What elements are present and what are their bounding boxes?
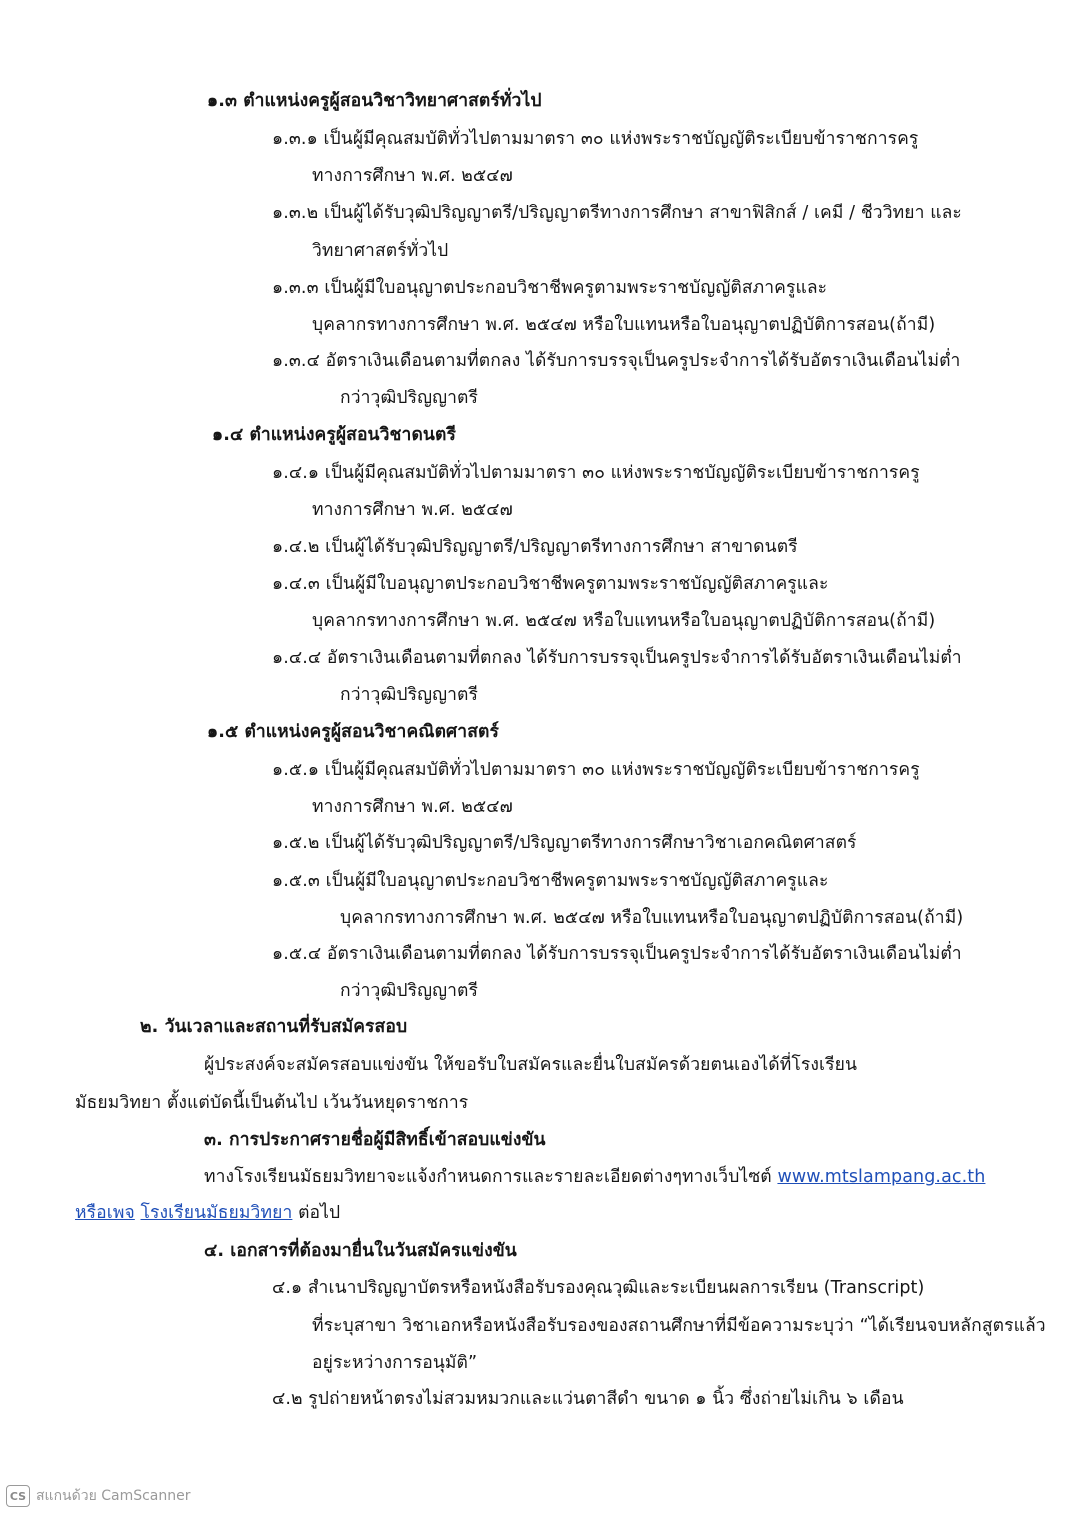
section-3-paragraph-line1 [204,1165,985,1189]
section-2-heading: ๒. วันเวลาและสถานที่รับสมัครสอบ [140,1017,408,1037]
item-1-3-2-line1: ๑.๓.๒ เป็นผู้ได้รับวุฒิปริญญาตรี/ปริญญาตรีทางการศึกษา สาขาฟิสิกส์ / เคมี / ชีววิทยา และ [272,203,962,223]
item-1-3-2-line2: วิทยาศาสตร์ทั่วไป [312,241,449,261]
camscanner-footer [6,1483,191,1509]
item-4-1-line2: ที่ระบุสาขา วิชาเอกหรือหนังสือรับรองของสถานศึกษาที่มีข้อความระบุว่า “ได้เรียนจบหลักสูตรแล้ว [312,1316,1046,1336]
item-1-5-2-line1: ๑.๕.๒ เป็นผู้ได้รับวุฒิปริญญาตรี/ปริญญาตรีทางการศึกษาวิชาเอกคณิตศาสตร์ [272,833,857,853]
section-3-suffix: ต่อไป [298,1203,341,1223]
item-1-5-1-line2: ทางการศึกษา พ.ศ. ๒๕๔๗ [312,797,513,817]
item-1-3-1-line2: ทางการศึกษา พ.ศ. ๒๕๔๗ [312,166,513,186]
section-3-heading: ๓. การประกาศรายชื่อผู้มีสิทธิ์เข้าสอบแข่งขัน [204,1130,546,1150]
item-4-1-line3: อยู่ระหว่างการอนุมัติ” [312,1353,478,1373]
item-1-3-4-line1: ๑.๓.๔ อัตราเงินเดือนตามที่ตกลง ได้รับการบรรจุเป็นครูประจำการได้รับอัตราเงินเดือนไม่ต่ำ [272,351,961,371]
item-1-3-4-line2: กว่าวุฒิปริญญาตรี [340,388,479,408]
section-2-paragraph-line1: ผู้ประสงค์จะสมัครสอบแข่งขัน ให้ขอรับใบสมัครและยื่นใบสมัครด้วยตนเองได้ที่โรงเรียน [204,1055,858,1075]
item-4-2-line1: ๔.๒ รูปถ่ายหน้าตรงไม่สวมหมวกและแว่นตาสีดำ ขนาด ๑ นิ้ว ซึ่งถ่ายไม่เกิน ๖ เดือน [272,1389,904,1409]
item-1-5-1-line1: ๑.๕.๑ เป็นผู้มีคุณสมบัติทั่วไปตามมาตรา ๓๐ แห่งพระราชบัญญัติระเบียบข้าราชการครู [272,760,920,780]
section-3-paragraph-line2 [75,1201,340,1225]
item-4-1-line1: ๔.๑ สำเนาปริญญาบัตรหรือหนังสือรับรองคุณวุฒิและระเบียนผลการเรียน (Transcript) [272,1278,925,1298]
item-1-4-4-line1: ๑.๔.๔ อัตราเงินเดือนตามที่ตกลง ได้รับการบรรจุเป็นครูประจำการได้รับอัตราเงินเดือนไม่ต่ำ [272,648,962,668]
item-1-3-3-line2: บุคลากรทางการศึกษา พ.ศ. ๒๕๔๗ หรือใบแทนหรือใบอนุญาตปฏิบัติการสอน(ถ้ามี) [312,315,936,335]
section-2-paragraph-line2: มัธยมวิทยา ตั้งแต่บัดนี้เป็นต้นไป เว้นวันหยุดราชการ [75,1093,469,1113]
item-1-5-4-line2: กว่าวุฒิปริญญาตรี [340,981,479,1001]
item-1-5-3-line2: บุคลากรทางการศึกษา พ.ศ. ๒๕๔๗ หรือใบแทนหรือใบอนุญาตปฏิบัติการสอน(ถ้ามี) [340,908,964,928]
item-1-4-4-line2: กว่าวุฒิปริญญาตรี [340,685,479,705]
camscanner-text: สแกนด้วย CamScanner [36,1488,191,1504]
section-1-4-heading: ๑.๔ ตำแหน่งครูผู้สอนวิชาดนตรี [212,425,456,445]
section-3-text: ทางโรงเรียนมัธยมวิทยาจะแจ้งกำหนดการและรายละเอียดต่างๆทางเว็บไซต์ [204,1167,772,1187]
facebook-page-link[interactable]: โรงเรียนมัธยมวิทยา [140,1203,293,1223]
item-1-5-3-line1: ๑.๕.๓ เป็นผู้มีใบอนุญาตประกอบวิชาชีพครูตามพระราชบัญญัติสภาครูและ [272,871,829,891]
section-4-heading: ๔. เอกสารที่ต้องมายื่นในวันสมัครแข่งขัน [204,1241,517,1261]
item-1-3-1-line1: ๑.๓.๑ เป็นผู้มีคุณสมบัติทั่วไปตามมาตรา ๓๐ แห่งพระราชบัญญัติระเบียบข้าราชการครู [272,129,919,149]
item-1-4-1-line1: ๑.๔.๑ เป็นผู้มีคุณสมบัติทั่วไปตามมาตรา ๓๐ แห่งพระราชบัญญัติระเบียบข้าราชการครู [272,463,920,483]
camscanner-logo-icon: CS [6,1485,30,1507]
item-1-4-3-line2: บุคลากรทางการศึกษา พ.ศ. ๒๕๔๗ หรือใบแทนหรือใบอนุญาตปฏิบัติการสอน(ถ้ามี) [312,611,936,631]
item-1-4-1-line2: ทางการศึกษา พ.ศ. ๒๕๔๗ [312,500,513,520]
section-1-3-heading: ๑.๓ ตำแหน่งครูผู้สอนวิชาวิทยาศาสตร์ทั่วไป [207,91,542,111]
item-1-3-3-line1: ๑.๓.๓ เป็นผู้มีใบอนุญาตประกอบวิชาชีพครูตามพระราชบัญญัติสภาครูและ [272,278,828,298]
item-1-4-3-line1: ๑.๔.๓ เป็นผู้มีใบอนุญาตประกอบวิชาชีพครูตามพระราชบัญญัติสภาครูและ [272,574,829,594]
facebook-page-prefix-link[interactable]: หรือเพจ [75,1203,135,1223]
item-1-5-4-line1: ๑.๕.๔ อัตราเงินเดือนตามที่ตกลง ได้รับการบรรจุเป็นครูประจำการได้รับอัตราเงินเดือนไม่ต่ำ [272,944,962,964]
section-1-5-heading: ๑.๕ ตำแหน่งครูผู้สอนวิชาคณิตศาสตร์ [207,722,499,742]
item-1-4-2-line1: ๑.๔.๒ เป็นผู้ได้รับวุฒิปริญญาตรี/ปริญญาตรีทางการศึกษา สาขาดนตรี [272,537,798,557]
website-link[interactable]: www.mtslampang.ac.th [777,1167,986,1187]
